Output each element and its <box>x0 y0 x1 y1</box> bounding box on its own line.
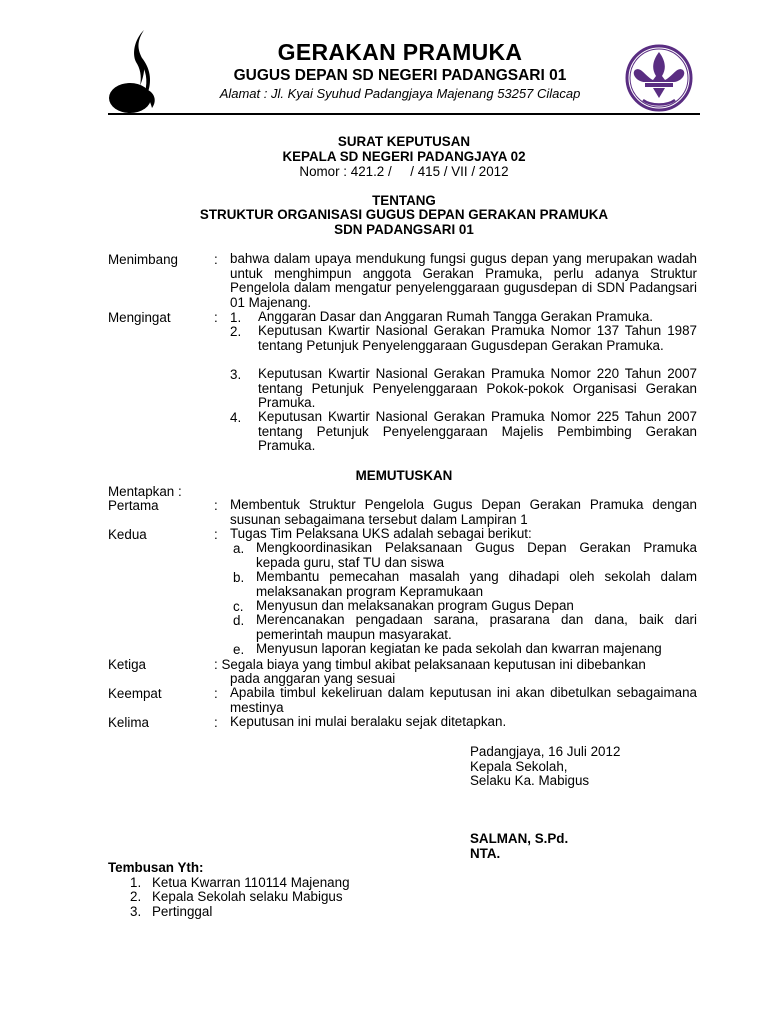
subject-line-1: STRUKTUR ORGANISASI GUGUS DEPAN GERAKAN PRAMUKA <box>199 207 609 222</box>
kedua-item-letter: d. <box>233 613 245 628</box>
signature-role: Selaku Ka. Mabigus <box>470 773 590 788</box>
tembusan-item-text: Pertinggal <box>152 904 213 919</box>
tembusan-title: Tembusan Yth: <box>108 860 204 875</box>
unit-name: GUGUS DEPAN SD NEGERI PADANGSARI 01 <box>233 67 567 84</box>
mengingat-item-number: 4. <box>230 410 242 425</box>
organization-name: GERAKAN PRAMUKA <box>277 39 523 65</box>
mengingat-item-number: 2. <box>230 324 242 339</box>
tembusan-item-text: Kepala Sekolah selaku Mabigus <box>152 889 343 904</box>
pertama-text: Membentuk Struktur Pengelola Gugus Depan Gerakan Pramuka dengan susunan sebagaimana tersebut dalam Lampiran 1 <box>230 497 697 527</box>
pertama-label: Pertama <box>108 498 159 513</box>
kedua-item-text: Menyusun dan melaksanakan program Gugus Depan <box>256 598 574 613</box>
address-line: Alamat : Jl. Kyai Syuhud Padangjaya Majenang 53257 Cilacap <box>219 86 581 101</box>
decree-title: SURAT KEPUTUSAN <box>337 134 471 149</box>
menimbang-label: Menimbang <box>108 252 178 267</box>
kedua-item-letter: c. <box>233 599 244 614</box>
ketiga-text-line-2: pada anggaran yang sesuai <box>230 671 396 686</box>
kedua-item-text: Membantu pemecahan masalah yang dihadapi oleh sekolah dalam melaksanakan program Kepramukaan <box>256 569 697 599</box>
mengingat-label: Mengingat <box>108 310 171 325</box>
kedua-item-text: Menyusun laporan kegiatan ke pada sekolah dan kwarran majenang <box>256 641 662 656</box>
menimbang-text: bahwa dalam upaya mendukung fungsi gugus depan yang merupakan wadah untuk menghimpun anggota Gerakan Pramuka, perlu adanya Struktur Pengelola dalam mengatur penyelenggaraan gugusdepan di SDN Padangsari 01 Majenang. <box>230 251 697 310</box>
pertama-colon: : <box>214 498 218 513</box>
signature-name: SALMAN, S.Pd. <box>470 831 569 846</box>
signature-place-date: Padangjaya, 16 Juli 2012 <box>470 744 621 759</box>
mengingat-item-text: Keputusan Kwartir Nasional Gerakan Pramuka Nomor 137 Tahun 1987 tentang Petunjuk Penyelenggaraan Gugusdepan Gerakan Pramuka. <box>258 323 697 353</box>
ketiga-label: Ketiga <box>108 657 146 672</box>
memutuskan-heading: MEMUTUSKAN <box>355 468 453 483</box>
kedua-item-text: Mengkoordinasikan Pelaksanaan Gugus Depan Gerakan Pramuka kepada guru, staf TU dan siswa <box>256 540 697 570</box>
menimbang-colon: : <box>214 252 218 267</box>
kedua-item-letter: e. <box>233 642 245 657</box>
mengingat-colon: : <box>214 310 218 325</box>
kedua-colon: : <box>214 527 218 542</box>
header-divider <box>108 113 700 115</box>
mengingat-item-text: Anggaran Dasar dan Anggaran Rumah Tangga Gerakan Pramuka. <box>258 309 654 324</box>
kelima-colon: : <box>214 715 218 730</box>
mengingat-item-text: Keputusan Kwartir Nasional Gerakan Pramuka Nomor 220 Tahun 2007 tentang Petunjuk Penyelenggaraan Pokok-pokok Organisasi Gerakan Pramuka. <box>258 366 697 411</box>
pramuka-tunas-kelapa-logo <box>98 28 168 120</box>
tembusan-item-number: 1. <box>130 875 142 890</box>
signature-nta: NTA. <box>470 846 501 861</box>
ketiga-text-line-1: : Segala biaya yang timbul akibat pelaksanaan keputusan ini dibebankan <box>214 657 646 672</box>
subject-line-2: SDN PADANGSARI 01 <box>334 222 474 237</box>
kelima-text: Keputusan ini mulai beralaku sejak ditetapkan. <box>230 714 507 729</box>
mengingat-item-number: 1. <box>230 310 242 325</box>
tembusan-item-number: 3. <box>130 904 142 919</box>
kedua-label: Kedua <box>108 527 147 542</box>
keempat-colon: : <box>214 686 218 701</box>
signature-position: Kepala Sekolah, <box>470 759 568 774</box>
mentapkan-label: Mentapkan : <box>108 484 182 499</box>
tembusan-item-number: 2. <box>130 889 142 904</box>
kedua-item-letter: a. <box>233 541 245 556</box>
decree-issuer: KEPALA SD NEGERI PADANGJAYA 02 <box>282 149 526 164</box>
mengingat-item-text: Keputusan Kwartir Nasional Gerakan Pramuka Nomor 225 Tahun 2007 tentang Petunjuk Penyelenggaraan Majelis Pembimbing Gerakan Pramuka. <box>258 409 697 454</box>
scout-fleur-de-lis-logo <box>623 42 695 114</box>
decree-number: Nomor : 421.2 / / 415 / VII / 2012 <box>299 164 509 179</box>
mengingat-item-number: 3. <box>230 367 242 382</box>
kelima-label: Kelima <box>108 715 149 730</box>
keempat-text: Apabila timbul kekeliruan dalam keputusan ini akan dibetulkan sebagaimana mestinya <box>230 685 697 715</box>
tembusan-item-text: Ketua Kwarran 110114 Majenang <box>152 875 350 890</box>
keempat-label: Keempat <box>108 686 162 701</box>
kedua-item-letter: b. <box>233 570 245 585</box>
about-heading: TENTANG <box>372 193 436 208</box>
kedua-intro: Tugas Tim Pelaksana UKS adalah sebagai berikut: <box>230 526 532 541</box>
kedua-item-text: Merencanakan pengadaan sarana, prasarana dan dana, baik dari pemerintah maupun masyarakat. <box>256 612 697 642</box>
